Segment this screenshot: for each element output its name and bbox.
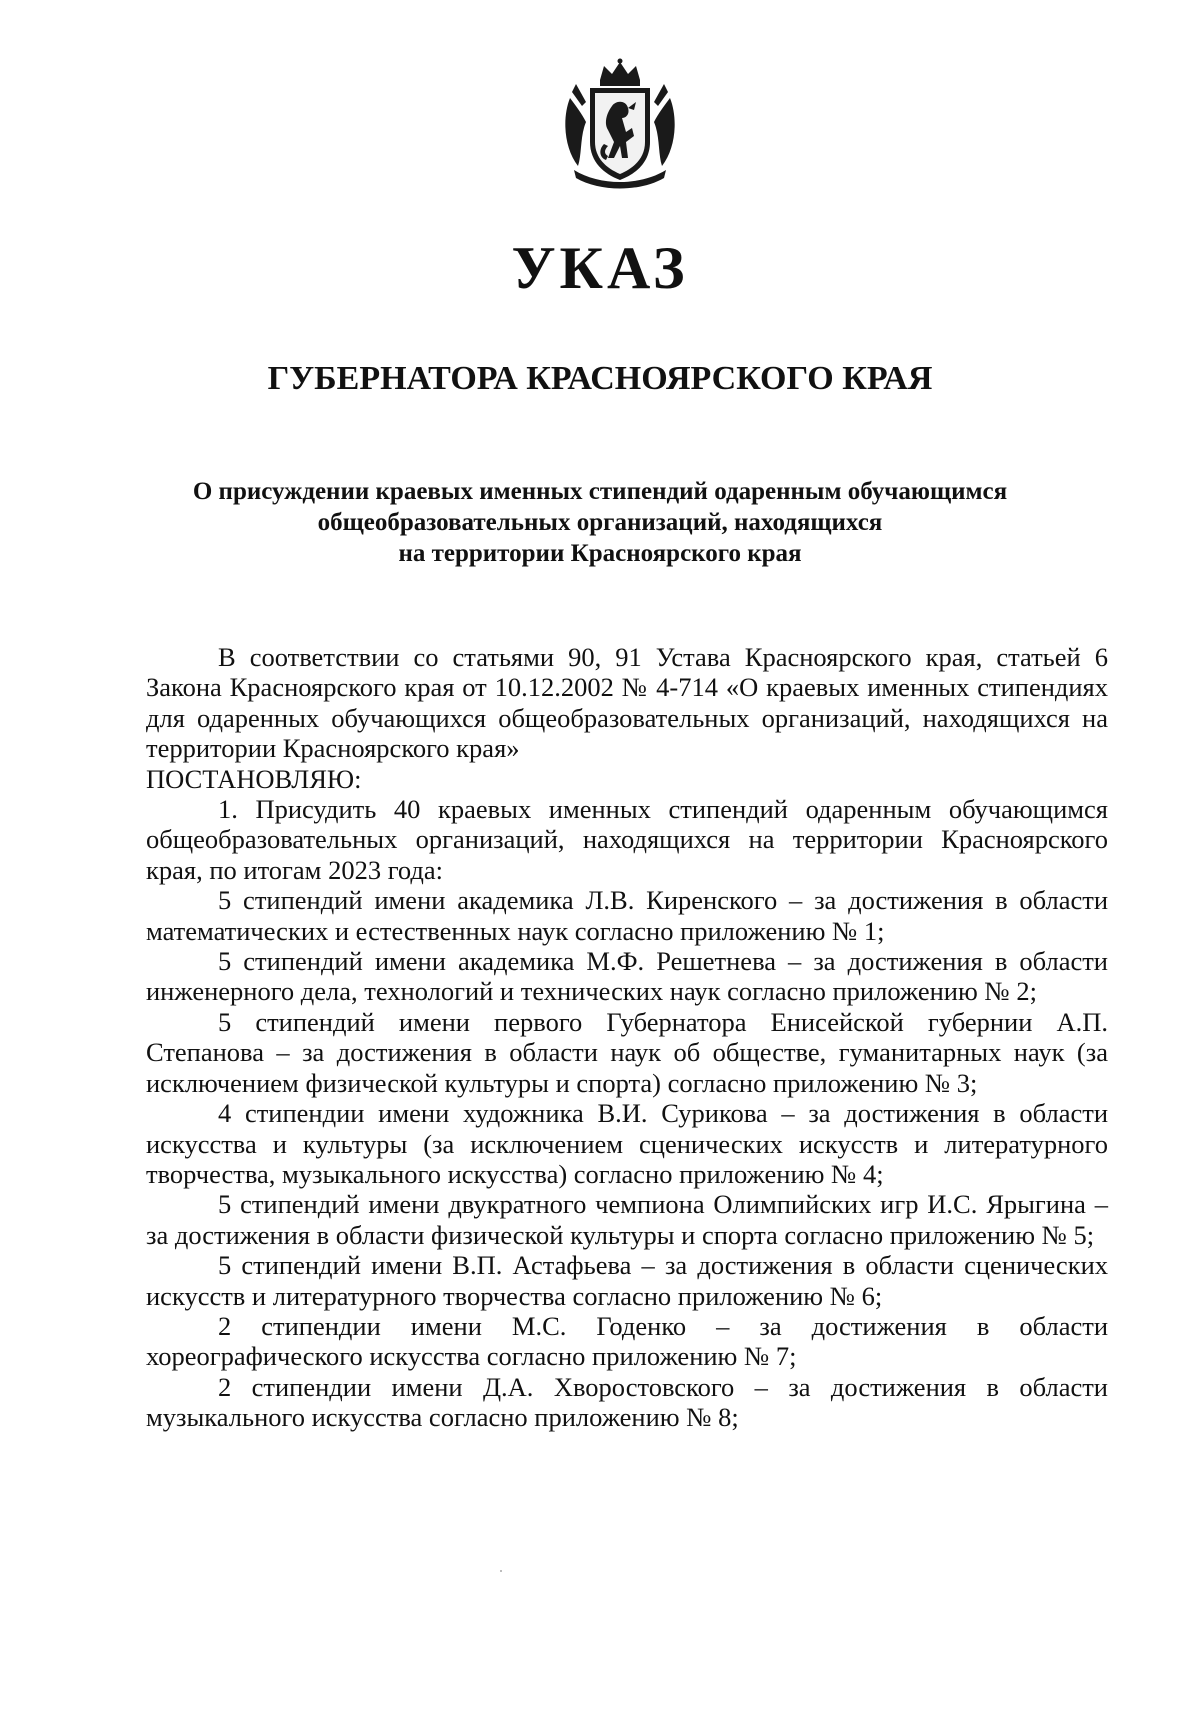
subject-line: О присуждении краевых именных стипендий одаренным обучающимся (192, 478, 1008, 505)
scan-dot (500, 1570, 502, 1572)
decree-word: ПОСТАНОВЛЯЮ: (146, 763, 362, 794)
award-item: 2 стипендии имени М.С. Годенко – за достижения в области хореографического искусства согласно приложению № 7; (146, 1310, 1108, 1372)
award-item: 5 стипендий имени академика Л.В. Киренского – за достижения в области математических и естественных наук согласно приложению № 1; (146, 885, 1108, 946)
award-item: 4 стипендии имени художника В.И. Сурикова – за достижения в области искусства и культуры (за исключением сценических искусств и литературного творчества, музыкального искусства) согласно приложению № 4; (146, 1098, 1108, 1189)
coat-of-arms-icon (560, 58, 680, 192)
document-body (146, 642, 1108, 1433)
award-item: 5 стипендий имени первого Губернатора Енисейской губернии А.П. Степанова – за достижения в области наук об обществе, гуманитарных наук (за исключением физической культуры и спорта) согласно приложению № 3; (146, 1006, 1108, 1098)
document-subject (150, 476, 1050, 569)
preamble-paragraph: В соответствии со статьями 90, 91 Устава Красноярского края, статьей 6 Закона Красноярского края от 10.12.2002 № 4-714 «О краевых именных стипендиях для одаренных обучающихся общеобразовательных организаций, находящихся на территории Красноярского края» (146, 642, 1108, 764)
award-item: 2 стипендии имени Д.А. Хворостовского – за достижения в области музыкального искусства согласно приложению № 8; (146, 1371, 1108, 1433)
award-item: 5 стипендий имени академика М.Ф. Решетнева – за достижения в области инженерного дела, технологий и технических наук согласно приложению № 2; (146, 946, 1108, 1007)
document-title: УКАЗ (511, 235, 689, 301)
award-item: 5 стипендий имени двукратного чемпиона Олимпийских игр И.С. Ярыгина – за достижения в области физической культуры и спорта согласно приложению № 5; (146, 1189, 1108, 1250)
subject-line: общеобразовательных организаций, находящихся (317, 509, 883, 536)
award-item: 5 стипендий имени В.П. Астафьева – за достижения в области сценических искусств и литературного творчества согласно приложению № 6; (146, 1250, 1108, 1311)
clause-1: 1. Присудить 40 краевых именных стипендий одаренным обучающимся общеобразовательных организаций, находящихся на территории Красноярского края, по итогам 2023 года: (146, 794, 1108, 885)
document-issuer: ГУБЕРНАТОРА КРАСНОЯРСКОГО КРАЯ (267, 360, 933, 397)
subject-line: на территории Красноярского края (398, 540, 802, 567)
